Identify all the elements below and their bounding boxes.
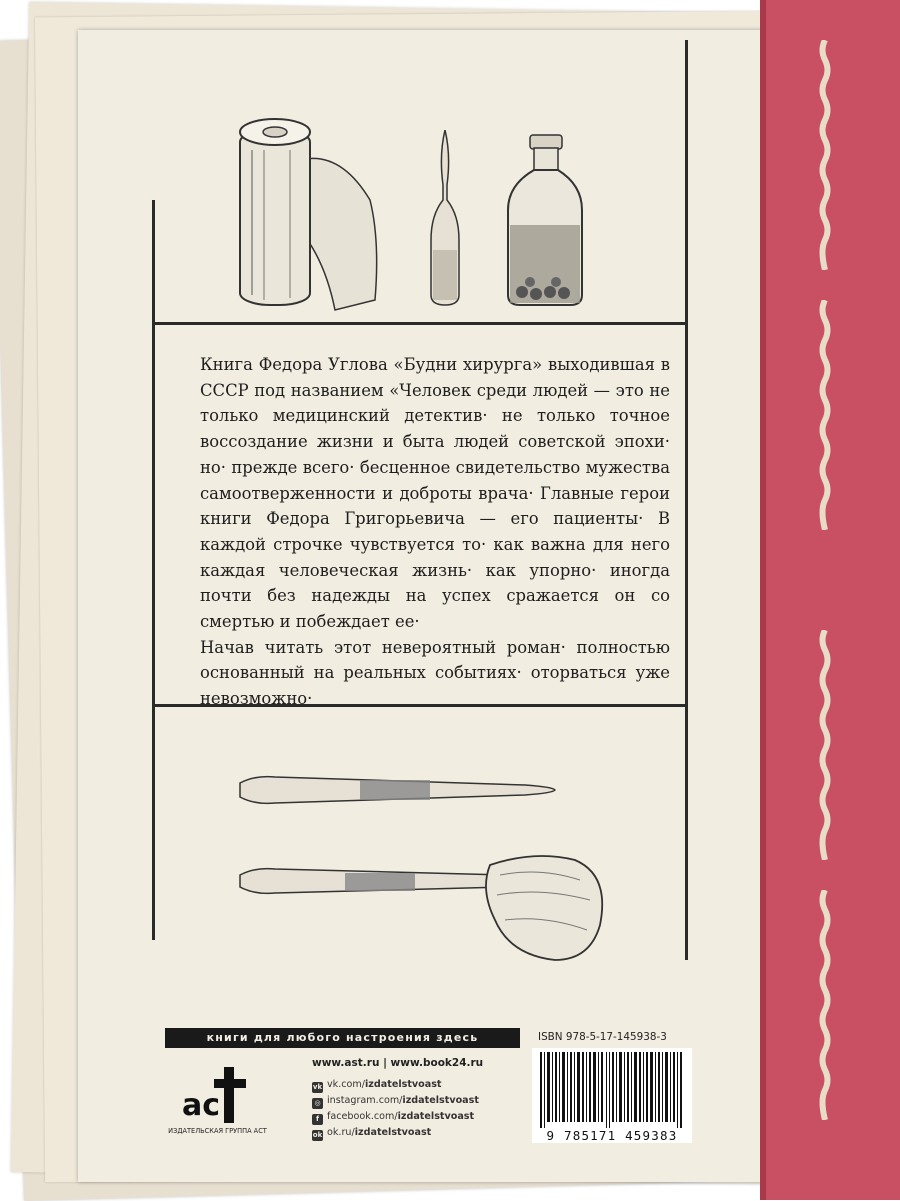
spine-stitch	[818, 300, 832, 530]
spine-stitch	[818, 890, 832, 1120]
ampoule-illustration	[425, 130, 465, 310]
isbn-label: ISBN 978-5-17-145938-3	[538, 1031, 667, 1043]
isbn-barcode	[532, 1048, 692, 1130]
social-handle: izdatelstvoast	[402, 1095, 479, 1106]
social-prefix: facebook.com/	[327, 1111, 398, 1122]
social-prefix: ok.ru/	[327, 1127, 355, 1138]
frame-line-right	[685, 40, 688, 960]
spine-stitch	[818, 630, 832, 860]
publisher-tagline: книги для любого настроения здесь	[165, 1028, 520, 1048]
social-handle: izdatelstvoast	[354, 1127, 432, 1138]
tweezers-illustration	[235, 765, 560, 815]
ast-logo	[180, 1065, 255, 1125]
ok-icon: ok	[312, 1131, 323, 1139]
social-link-vk[interactable]	[312, 1077, 532, 1093]
bandage-roll-illustration	[230, 110, 400, 315]
social-handle: izdatelstvoast	[365, 1079, 442, 1090]
social-link-ok[interactable]	[312, 1125, 532, 1141]
social-prefix: vk.com/	[327, 1079, 366, 1090]
book-description	[200, 352, 670, 712]
social-link-facebook[interactable]	[312, 1109, 532, 1125]
description-paragraph: Начав читать этот невероятный роман· полностью основанный на реальных событиях· оторваться уже невозможно·	[200, 637, 670, 709]
description-paragraph: Книга Федора Углова «Будни хирурга» выходившая в СССР под названием «Человек среди людей — это не только медицинский детектив· не только точное воссоздание жизни и быта людей советской эпохи· но· прежде всего· бесценное свидетельство мужества самоотверженности и доброты врача· Главные герои книги Федора Григорьевича — его пациенты· В каждой строчке чувствуется то· как важна для него каждая человеческая жизнь· как упорно· иногда почти без надежды на успех сражается он со смертью и побеждает ее·	[200, 355, 670, 632]
forceps-with-gauze-illustration	[235, 835, 610, 965]
barcode-digits: 9 785171 459383	[532, 1128, 692, 1143]
vk-icon: vk	[312, 1083, 323, 1091]
publisher-caption: ИЗДАТЕЛЬСКАЯ ГРУППА АСТ	[168, 1127, 267, 1135]
spine-stitch	[818, 40, 832, 270]
instagram-icon: ◎	[312, 1098, 323, 1109]
facebook-icon: f	[312, 1114, 323, 1125]
svg-text:ac: ac	[182, 1088, 221, 1123]
social-handle: izdatelstvoast	[397, 1111, 475, 1122]
publisher-websites[interactable]: www.ast.ru | www.book24.ru	[312, 1057, 484, 1069]
medicine-bottle-illustration	[500, 130, 590, 310]
social-link-instagram[interactable]	[312, 1093, 532, 1109]
frame-line-left	[152, 200, 155, 940]
spine-edge	[760, 0, 766, 1200]
social-prefix: instagram.com/	[327, 1095, 403, 1106]
frame-line-top	[152, 322, 688, 325]
